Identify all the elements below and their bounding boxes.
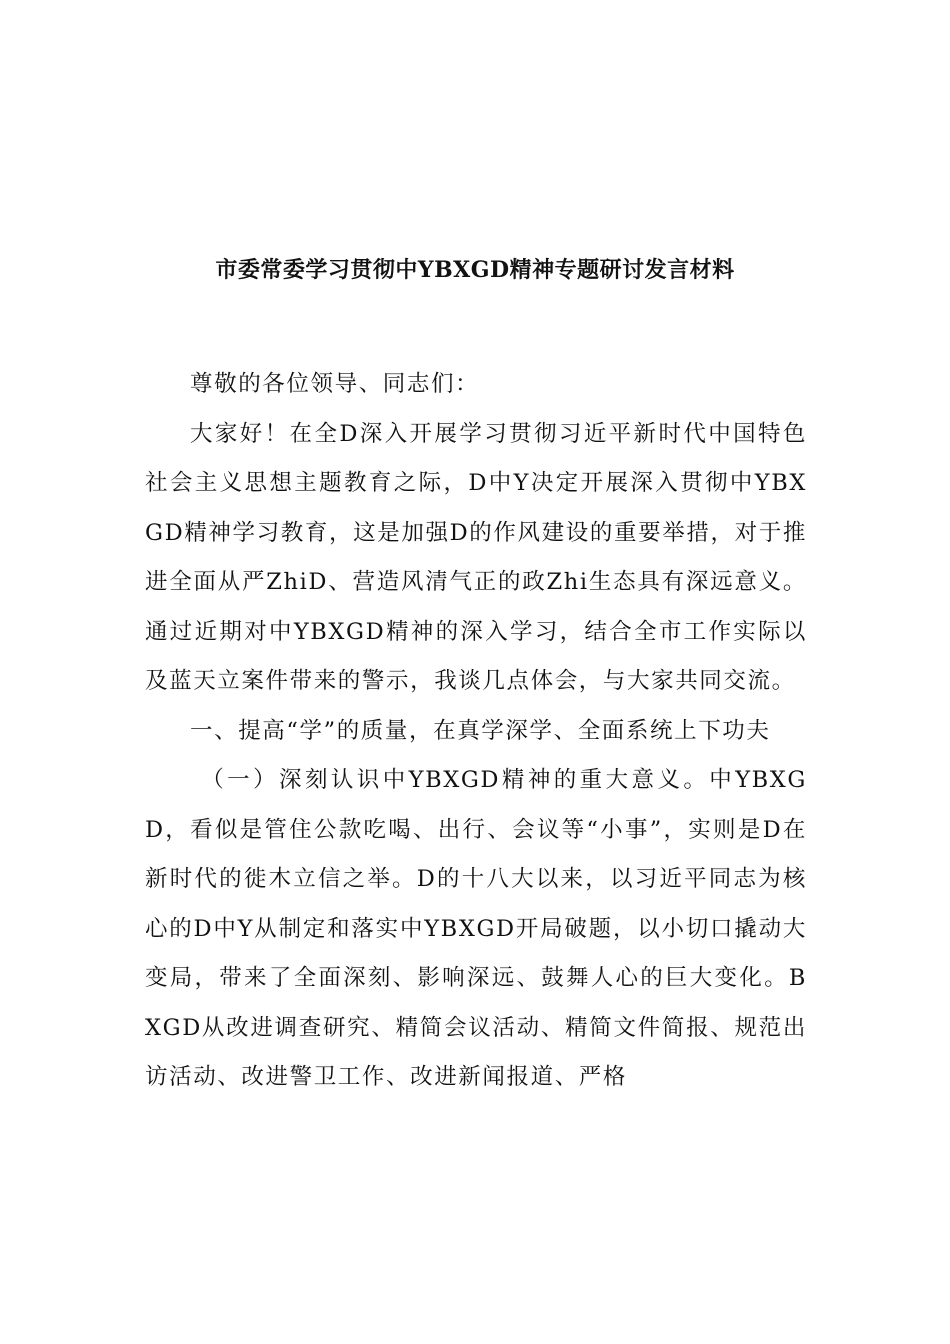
section-heading: 一、提高“学”的质量，在真学深学、全面系统上下功夫 [190, 717, 771, 744]
subsection-paragraph: （一）深刻认识中YBXGD精神的重大意义。中YBXGD，看似是管住公款吃喝、出行、会议等“小事”，实则是D在新时代的徙木立信之举。D的十八大以来，以习近平同志为核心的D中Y从制定和落实中YBXGD开局破题，以小切口撬动大变局，带来了全面深刻、影响深远、鼓舞人心的巨大变化。BXGD从改进调查研究、精简会议活动、精简文件简报、规范出访活动、改进警卫工作、改进新闻报道、严格 [145, 767, 807, 1090]
salutation: 尊敬的各位领导、同志们： [190, 371, 480, 397]
intro-paragraph: 大家好！在全D深入开展学习贯彻习近平新时代中国特色社会主义思想主题教育之际，D中Y决定开展深入贯彻中YBXGD精神学习教育，这是加强D的作风建设的重要举措，对于推进全面从严ZhiD、营造风清气正的政Zhi生态具有深远意义。通过近期对中YBXGD精神的深入学习，结合全市工作实际以及蓝天立案件带来的警示，我谈几点体会，与大家共同交流。 [145, 420, 807, 694]
document-title: 市委常委学习贯彻中YBXGD精神专题研讨发言材料 [215, 257, 735, 283]
document-body [145, 360, 807, 1103]
